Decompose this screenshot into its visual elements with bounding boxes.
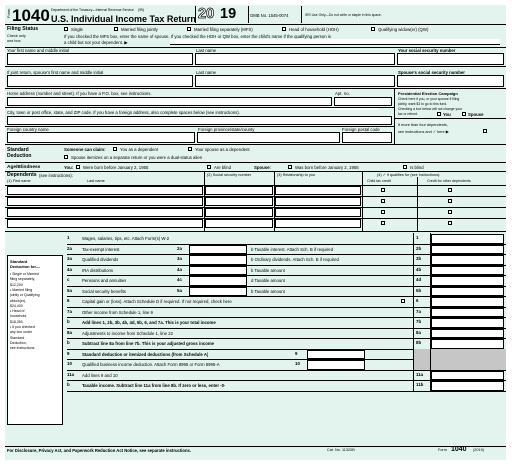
line-amount-input[interactable] — [431, 308, 504, 318]
campaign-text: jointly, want $3 to go to this fund. — [398, 102, 448, 106]
you-blind-label: Are blind — [214, 165, 231, 170]
child-tax-credit-checkbox[interactable] — [381, 188, 385, 192]
line-label: Qualified dividends — [82, 257, 119, 262]
year: 19 — [220, 6, 237, 22]
line-mid-amount-input[interactable] — [189, 255, 247, 265]
other-dependents-credit-checkbox[interactable] — [448, 210, 452, 214]
apt-number-input[interactable] — [334, 97, 392, 106]
age-blindness-heading: Age/Blindness — [7, 165, 41, 170]
dependents-col-last: Last name — [87, 179, 105, 183]
line-number: 11a — [67, 371, 75, 377]
dependents-col-first: (1) First name — [7, 179, 31, 183]
dependent-name-input[interactable] — [7, 219, 203, 228]
line-box-label: 11b — [416, 382, 424, 387]
filing-status-instruction: a child but not your dependent. ▶ — [64, 40, 128, 45]
footer-cat-no: Cat. No. 11320B — [327, 448, 355, 452]
foreign-country-input[interactable] — [7, 132, 195, 143]
other-dependents-credit-checkbox[interactable] — [448, 199, 452, 203]
line-number: 8a — [67, 329, 72, 335]
standard-deduction-heading: Deduction — [7, 153, 32, 159]
age-you-label: You: — [64, 165, 74, 170]
line-number: 5a — [67, 287, 72, 293]
line-box-label: 8a — [416, 329, 421, 335]
first-name-label: Your first name and middle initial — [7, 48, 69, 53]
dependents-col-qualifies: (4) ✓ if qualifies for (see instructions): — [377, 173, 441, 177]
footer-form-number: 1040 — [451, 446, 467, 453]
line-box-label: 6 — [416, 298, 419, 303]
sidebar-item: jointly or Qualifying — [10, 293, 40, 298]
form-number: 1040 — [12, 6, 50, 25]
line-number: b — [67, 382, 70, 387]
line-amount-input[interactable] — [431, 287, 504, 297]
line-label: Wages, salaries, tips, etc. Attach Form(s) W-2 — [82, 236, 170, 241]
dependents-col-other-credit: Credit for other dependents — [427, 179, 471, 183]
you-dependent-label: You as a dependent — [120, 147, 159, 152]
married-jointly-label: Married filing jointly — [121, 27, 158, 32]
sidebar-item: $12,200 — [10, 282, 23, 287]
line-label: Add lines 1, 2b, 3b, 4b, 4d, 5b, 6, and 7a. This is your total income — [82, 320, 216, 325]
spouse-last-name-label: Last name — [196, 70, 217, 75]
line-mid-amount-input[interactable] — [189, 287, 247, 297]
line-mid-label: 4a — [177, 266, 182, 272]
line-mid-label: 2a — [177, 245, 182, 251]
spouse-born-before-checkbox[interactable] — [288, 165, 292, 169]
line-box-label: 2b — [416, 245, 422, 251]
child-tax-credit-checkbox[interactable] — [381, 210, 385, 214]
campaign-text: Check here if you, or your spouse if filing — [398, 97, 460, 101]
standard-deduction-heading: Standard — [7, 147, 29, 153]
sidebar-item: • If you checked — [10, 325, 35, 329]
sidebar-item: Standard — [10, 335, 25, 340]
line-number: 2a — [67, 245, 72, 251]
line-amount-input[interactable] — [431, 276, 504, 286]
line-label: Standard deduction or itemized deductions (from Schedule A) — [82, 351, 209, 357]
line-mid-amount-input[interactable] — [189, 245, 247, 255]
spouse-dependent-label: Your spouse as a dependent — [195, 147, 250, 152]
you-blind-checkbox[interactable] — [207, 165, 211, 169]
dependent-ssn-input[interactable] — [205, 197, 273, 206]
line-mid-amount-input[interactable] — [189, 276, 247, 286]
form-title: U.S. Individual Income Tax Return — [51, 14, 196, 24]
sidebar-item: • Head of — [10, 309, 25, 314]
ssn-label: Your social security number — [398, 48, 456, 53]
line-amount-input[interactable] — [431, 234, 504, 244]
married-separately-label: Married filing separately (MFS) — [194, 27, 253, 32]
sidebar-item: $18,350 — [10, 319, 23, 324]
sidebar-item: • Married filing — [10, 287, 33, 292]
spouse-last-name-input[interactable] — [195, 75, 395, 87]
line-mid-label: 4c — [177, 277, 182, 282]
single-label: Single — [71, 27, 83, 32]
sidebar-item: see instructions. — [10, 346, 36, 351]
spouse-ssn-label: Spouse's social security number — [398, 70, 465, 75]
campaign-text: tax or refund. — [398, 112, 418, 116]
line-amount-input[interactable] — [431, 381, 504, 391]
foreign-postal-label: Foreign postal code — [342, 127, 380, 132]
spouse-dependent-checkbox[interactable] — [188, 147, 192, 151]
line-amount-input[interactable] — [431, 297, 504, 307]
sidebar-item: household, — [10, 314, 28, 319]
form-1040 — [5, 5, 506, 460]
line-label: Add lines 9 and 10 — [82, 372, 118, 378]
apt-label: Apt. no. — [335, 91, 350, 96]
line-mid-label: 3a — [177, 256, 182, 261]
line-number: 10 — [67, 361, 72, 366]
sidebar-item: filing separately, — [10, 277, 36, 282]
line-label: Social security benefits — [82, 288, 126, 294]
footer-year: (2019) — [473, 448, 484, 452]
line-mid-label: 5a — [177, 287, 182, 293]
city-label: City, town or post office, state, and ZIP code. If you have a foreign address, also complete spaces below (see instructions). — [7, 110, 240, 115]
capital-gain-checkbox[interactable] — [401, 299, 405, 303]
age-spouse-label: Spouse: — [254, 165, 271, 170]
line-label: Taxable income. Subtract line 11a from line 8b. If zero or less, enter -0- — [82, 383, 226, 388]
filing-status-instruction: If you checked the MFS box, enter the name of spouse. If you checked the HOH or QW box, enter the child's name if the qualifying person is — [64, 34, 331, 39]
foreign-postal-input[interactable] — [342, 132, 392, 143]
line-label: Pensions and annuities — [82, 278, 127, 283]
dependent-relationship-input[interactable] — [275, 186, 361, 195]
filing-status-note: one box. — [7, 39, 22, 43]
line-number: 4a — [67, 266, 72, 272]
footer-form-label: Form — [438, 448, 447, 452]
qualifying-person-name-input[interactable] — [170, 39, 500, 45]
line-label: Tax-exempt interest — [82, 246, 120, 252]
home-address-label: Home address (number and street). If you have a P.O. box, see instructions. — [7, 91, 152, 96]
you-born-before-label: Were born before January 2, 1955 — [83, 165, 149, 170]
dependent-ssn-input[interactable] — [205, 219, 273, 228]
line-box-label: 3b — [416, 256, 422, 261]
irs-use-note: IRS Use Only—Do not write or staple in this space. — [305, 13, 382, 17]
campaign-spouse-checkbox[interactable] — [462, 112, 466, 116]
filing-status-note: Check only — [7, 34, 26, 38]
line-label: Subtract line 8a from line 7b. This is your adjusted gross income — [82, 341, 215, 346]
campaign-you-checkbox[interactable] — [437, 112, 441, 116]
line-mid-label: 9 — [295, 350, 298, 356]
campaign-heading: Presidential Election Campaign — [398, 91, 458, 96]
head-of-household-checkbox[interactable] — [282, 27, 286, 31]
qualifying-widow-label: Qualifying widow(er) (QW) — [378, 27, 429, 32]
line-amount-input[interactable] — [431, 266, 504, 276]
dependents-note: If more than four dependents, — [398, 123, 448, 127]
line-number: b — [67, 319, 70, 324]
line-amount-input[interactable] — [431, 329, 504, 339]
line-box-label: 8b — [416, 340, 422, 345]
someone-can-claim-label: Someone can claim: — [64, 147, 106, 152]
line-amount-input[interactable] — [431, 255, 504, 265]
sidebar-item: Deduction, — [10, 340, 27, 345]
dependents-col-relationship: (3) Relationship to you — [277, 173, 315, 177]
line-mid-amount-input[interactable] — [307, 350, 365, 360]
line-number: 1 — [67, 235, 70, 240]
line-amount-input[interactable] — [431, 245, 504, 255]
first-name-input[interactable] — [7, 53, 193, 65]
line-right-label: d Taxable amount — [251, 278, 285, 283]
line-label: Adjustments to income from Schedule 1, line 22 — [82, 330, 173, 336]
line-right-label: b Ordinary dividends. Attach Sch. B if required — [251, 257, 339, 262]
year-outline: 20 — [198, 6, 215, 22]
omb-number: OMB No. 1545-0074 — [250, 13, 289, 18]
spouse-ssn-input[interactable] — [397, 75, 504, 87]
dependent-ssn-input[interactable] — [205, 186, 273, 195]
line-amount-input[interactable] — [431, 339, 504, 349]
qualifying-widow-checkbox[interactable] — [371, 27, 375, 31]
head-of-household-label: Head of household (HOH) — [289, 27, 339, 32]
sidebar-item: widow(er), — [10, 298, 27, 303]
line-mid-amount-input[interactable] — [307, 360, 365, 370]
sidebar-item: any box under — [10, 330, 33, 335]
line-label: Qualified business income deduction. Attach Form 8995 or Form 8995-A — [82, 362, 220, 367]
shaded-area — [413, 360, 506, 371]
line-number: 6 — [67, 298, 70, 303]
line-label: Other income from Schedule 1, line 9 — [82, 309, 153, 315]
last-name-label: Last name — [196, 48, 217, 53]
dependent-name-input[interactable] — [7, 186, 203, 195]
last-name-input[interactable] — [195, 53, 395, 65]
married-jointly-checkbox[interactable] — [114, 27, 118, 31]
dependents-note: see instructions and ✓ here ▶ — [398, 130, 449, 134]
you-dependent-checkbox[interactable] — [113, 147, 117, 151]
code: (99) — [138, 8, 145, 12]
shaded-area — [413, 349, 506, 360]
sidebar-title: Standard — [10, 259, 28, 264]
spouse-first-name-input[interactable] — [7, 75, 193, 87]
foreign-province-label: Foreign province/state/county — [198, 127, 255, 132]
spouse-blind-label: Is blind — [410, 165, 424, 170]
dependent-ssn-input[interactable] — [205, 208, 273, 217]
line-box-label: 7b — [416, 319, 422, 324]
line-amount-input[interactable] — [431, 318, 504, 328]
line-amount-input[interactable] — [431, 371, 504, 381]
other-dependents-credit-checkbox[interactable] — [448, 188, 452, 192]
department: Department of the Treasury—Internal Revenue Service — [51, 8, 134, 12]
campaign-spouse-label: Spouse — [468, 112, 484, 117]
line-box-label: 4d — [416, 277, 422, 282]
spouse-born-before-label: Was born before January 2, 1955 — [295, 165, 359, 170]
dependent-relationship-input[interactable] — [275, 208, 361, 217]
spouse-blind-checkbox[interactable] — [403, 165, 407, 169]
line-mid-label: 10 — [295, 361, 300, 366]
line-right-label: b Taxable amount — [251, 288, 285, 294]
child-tax-credit-checkbox[interactable] — [381, 221, 385, 225]
you-born-before-checkbox[interactable] — [76, 165, 80, 169]
filing-status-heading: Filing Status — [7, 26, 39, 32]
line-label: Capital gain or (loss). Attach Schedule D if required. If not required, check here — [82, 299, 232, 304]
line-right-label: b Taxable interest. Attach Sch. B if required — [251, 246, 334, 252]
spouse-first-name-label: If joint return, spouse's first name and middle initial — [7, 70, 104, 75]
line-box-label: 7a — [416, 308, 421, 314]
dependent-name-input[interactable] — [7, 208, 203, 217]
foreign-country-label: Foreign country name — [7, 127, 49, 132]
home-address-input[interactable] — [7, 97, 332, 106]
footer-notice: For Disclosure, Privacy Act, and Paperwork Reduction Act Notice, see separate instructions. — [7, 448, 191, 453]
more-dependents-checkbox[interactable] — [483, 129, 487, 133]
child-tax-credit-checkbox[interactable] — [381, 199, 385, 203]
married-separately-checkbox[interactable] — [187, 27, 191, 31]
line-number: b — [67, 340, 70, 345]
dependent-relationship-input[interactable] — [275, 197, 361, 206]
sidebar-title: Deduction for— — [10, 264, 40, 269]
sidebar-item: • Single or Married — [10, 272, 39, 276]
standard-deduction-sidebar — [7, 255, 63, 425]
campaign-you-label: You — [443, 112, 451, 117]
spouse-itemizes-label: Spouse itemizes on a separate return or you were a dual-status alien — [71, 155, 203, 160]
line-number: 9 — [67, 350, 70, 356]
sidebar-item: $24,400 — [10, 303, 23, 308]
dependents-col-ssn: (2) Social security number — [207, 173, 252, 177]
line-number: 3a — [67, 256, 72, 261]
line-number: c — [67, 277, 70, 282]
line-number: 7a — [67, 308, 72, 314]
line-box-label: 11a — [416, 371, 424, 377]
line-label: IRA distributions — [82, 267, 114, 273]
spouse-itemizes-checkbox[interactable] — [64, 155, 68, 159]
single-checkbox[interactable] — [64, 27, 68, 31]
dependents-col-child-credit: Child tax credit — [367, 179, 391, 183]
dependent-relationship-input[interactable] — [275, 219, 361, 228]
form-label: Form — [6, 8, 11, 18]
ssn-input[interactable] — [397, 53, 504, 65]
other-dependents-credit-checkbox[interactable] — [448, 221, 452, 225]
line-box-label: 5b — [416, 287, 422, 293]
line-box-label: 1 — [416, 235, 419, 240]
dependents-heading: Dependents — [7, 172, 37, 178]
line-box-label: 4b — [416, 266, 422, 272]
line-right-label: b Taxable amount — [251, 267, 285, 273]
dependents-see: (see instructions): — [39, 173, 73, 178]
campaign-text: Checking a box below will not change your — [398, 107, 463, 111]
foreign-province-input[interactable] — [197, 132, 340, 143]
line-mid-amount-input[interactable] — [189, 266, 247, 276]
city-input[interactable] — [7, 116, 392, 125]
dependent-name-input[interactable] — [7, 197, 203, 206]
